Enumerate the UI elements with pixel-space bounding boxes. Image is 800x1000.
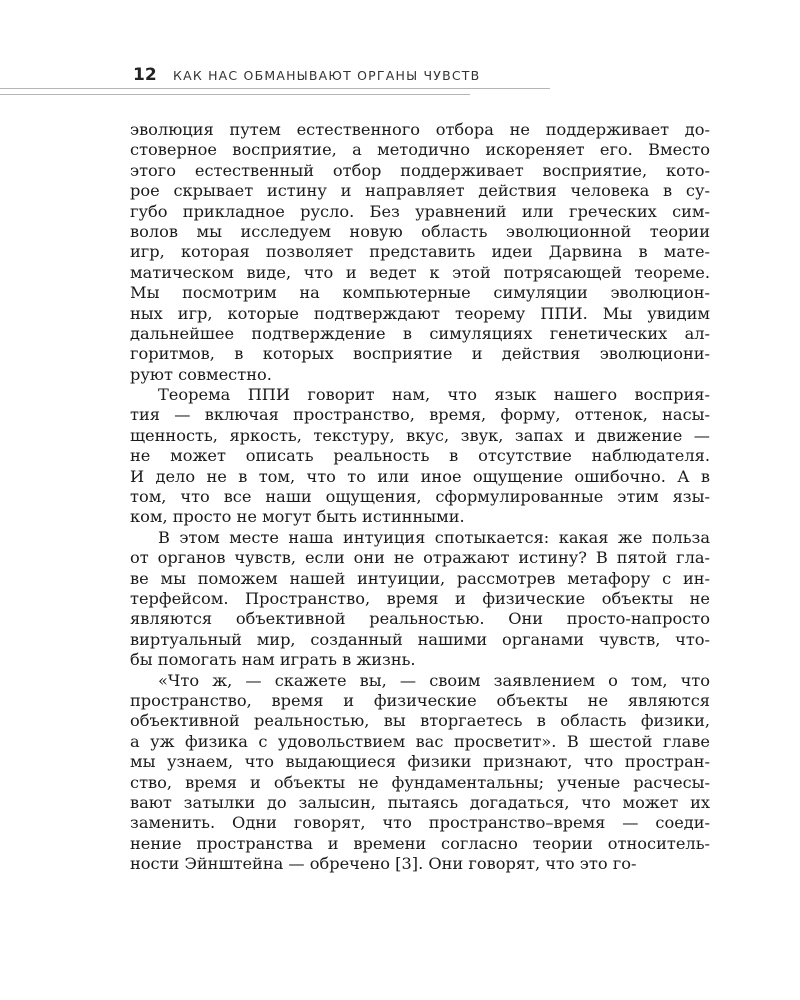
text-line: ком, просто не могут быть истинными. — [130, 507, 465, 527]
text-line: ство, время и объекты не фундаментальны; ученые расчесы- — [130, 772, 710, 792]
text-line: заменить. Одни говорят, что пространство–время — соеди- — [130, 813, 710, 833]
paragraph — [130, 671, 710, 875]
page-header — [0, 64, 560, 98]
text-line: от органов чувств, если они не отражают истину? В пятой гла- — [130, 548, 710, 568]
text-line: виртуальный мир, созданный нашими органами чувств, что- — [130, 629, 710, 649]
text-line: стоверное восприятие, а методично искореняет его. Вместо — [130, 140, 710, 160]
header-rule-top — [0, 88, 550, 89]
text-line: терфейсом. Пространство, время и физические объекты не — [130, 588, 710, 608]
text-line: матическом виде, что и ведет к этой потрясающей теореме. — [130, 262, 710, 282]
text-line: В этом месте наша интуиция спотыкается: какая же польза — [158, 527, 710, 547]
text-line: объективной реальностью, вы вторгаетесь в область физики, — [130, 711, 710, 731]
text-line: щенность, яркость, текстуру, вкус, звук, запах и движение — — [130, 425, 710, 445]
header-rule-bottom — [0, 94, 470, 95]
text-line: тия — включая пространство, время, форму, оттенок, насы- — [130, 405, 710, 425]
text-line: этого естественный отбор поддерживает восприятие, кото- — [130, 160, 710, 180]
page-number: 12 — [133, 65, 157, 85]
paragraph — [130, 120, 710, 385]
text-line: руют совместно. — [130, 364, 272, 384]
text-line: рое скрывает истину и направляет действия человека в су- — [130, 181, 710, 201]
text-line: И дело не в том, что то или иное ощущение ошибочно. А в — [130, 466, 710, 486]
paragraph — [130, 385, 710, 528]
text-line: том, что все наши ощущения, сформулированные этим язы- — [130, 487, 710, 507]
text-line: а уж физика с удовольствием вас просветит». В шестой главе — [130, 731, 710, 751]
text-line: волов мы исследуем новую область эволюционной теории — [130, 221, 710, 241]
text-line: горитмов, в которых восприятие и действия эволюциони- — [130, 344, 710, 364]
text-line: эволюция путем естественного отбора не поддерживает до- — [130, 120, 710, 139]
text-line: мы узнаем, что выдающиеся физики признают, что простран- — [130, 752, 710, 772]
text-line: губо прикладное русло. Без уравнений или греческих сим- — [130, 201, 710, 221]
text-line: Теорема ППИ говорит нам, что язык нашего восприя- — [158, 385, 710, 405]
text-line: являются объективной реальностью. Они просто-напросто — [130, 609, 710, 629]
running-title: КАК НАС ОБМАНЫВАЮТ ОРГАНЫ ЧУВСТВ — [173, 68, 481, 83]
text-line: бы помогать нам играть в жизнь. — [130, 650, 416, 670]
text-line: пространство, время и физические объекты не являются — [130, 690, 710, 710]
text-line: игр, которая позволяет представить идеи Дарвина в мате- — [130, 242, 710, 262]
text-line: Мы посмотрим на компьютерные симуляции эволюцион- — [130, 283, 710, 303]
text-line: «Что ж, — скажете вы, — своим заявлением о том, что — [158, 670, 710, 690]
text-line: вают затылки до залысин, пытаясь догадаться, что может их — [130, 792, 710, 812]
text-line: ности Эйнштейна — обречено [3]. Они говорят, что это го- — [130, 854, 637, 874]
text-line: ве мы поможем нашей интуиции, рассмотрев метафору с ин- — [130, 568, 710, 588]
body-text — [130, 120, 710, 874]
text-line: нение пространства и времени согласно теории относитель- — [130, 833, 710, 853]
text-line: ных игр, которые подтверждают теорему ППИ. Мы увидим — [130, 303, 710, 323]
text-line: дальнейшее подтверждение в симуляциях генетических ал- — [130, 323, 710, 343]
paragraph — [130, 528, 710, 671]
text-line: не может описать реальность в отсутствие наблюдателя. — [130, 446, 710, 466]
